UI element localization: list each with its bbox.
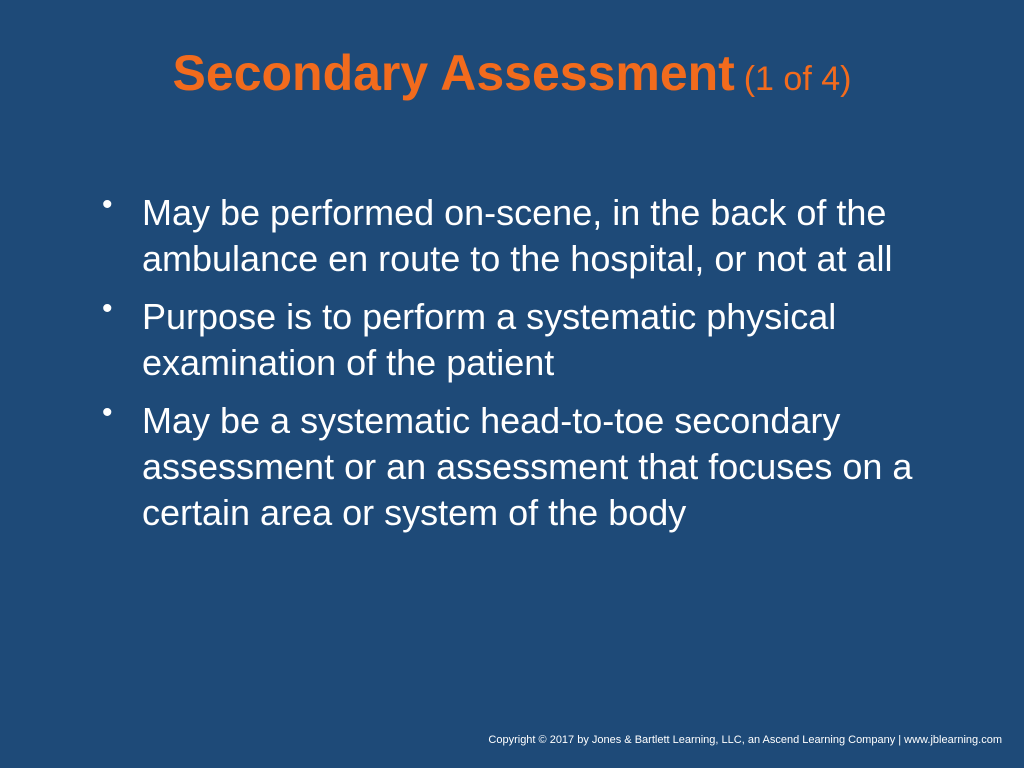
bullet-list (102, 190, 932, 548)
title-page-indicator: (1 of 4) (743, 60, 852, 98)
title-main-text: Secondary Assessment (172, 45, 735, 101)
slide-title (0, 46, 1024, 101)
bullet-icon: • (102, 292, 113, 325)
bullet-item (102, 294, 932, 386)
bullet-item (102, 398, 932, 536)
bullet-icon: • (102, 396, 113, 429)
copyright-footer: Copyright © 2017 by Jones & Bartlett Learning, LLC, an Ascend Learning Company | www.jblearning.com (488, 734, 1002, 746)
bullet-text: May be performed on-scene, in the back of the ambulance en route to the hospital, or not at all (142, 192, 893, 279)
bullet-icon: • (102, 188, 113, 221)
bullet-item (102, 190, 932, 282)
bullet-text: Purpose is to perform a systematic physical examination of the patient (142, 296, 837, 383)
bullet-text: May be a systematic head-to-toe secondary assessment or an assessment that focuses on a certain area or system of the body (142, 400, 913, 533)
